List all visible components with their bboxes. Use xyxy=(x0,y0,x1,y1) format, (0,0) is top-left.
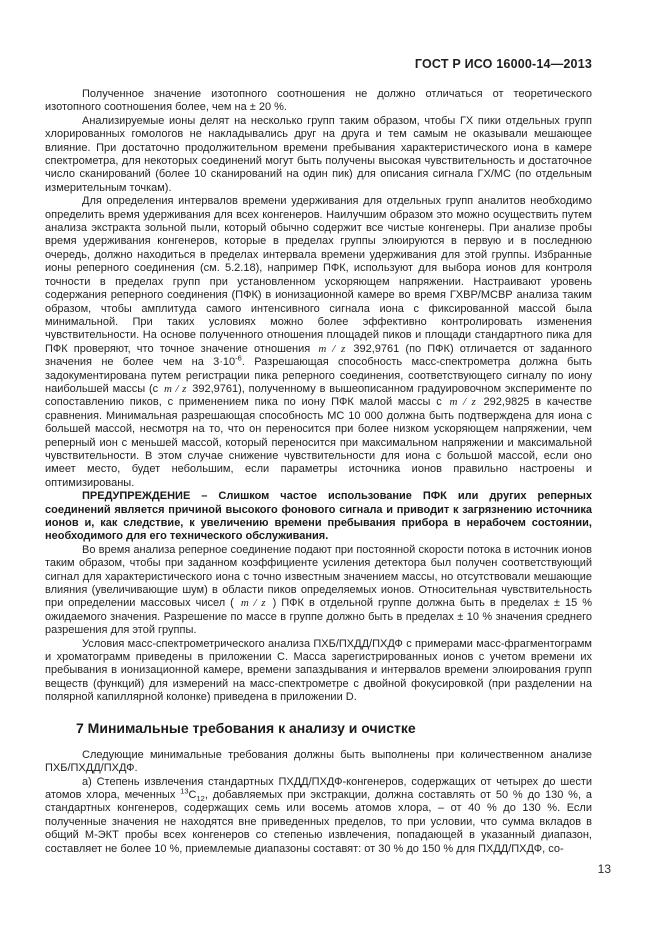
warning-paragraph: ПРЕДУПРЕЖДЕНИЕ – Слишком частое использование ПФК или других реперных соединений является причиной высокого фонового сигнала и приводит к загрязнению источника ионов и, как следствие, к увеличению времени пребывания прибора в нерабочем состоянии, необходимого для его технического обслуживания. xyxy=(45,490,592,543)
formula-mz: m / z xyxy=(449,396,476,409)
paragraph-analysis-conditions: Условия масс-спектрометрического анализа ПХБ/ПХДД/ПХДФ с примерами масс-фрагментограмм и хроматограмм приведены в приложении C. Масса зарегистрированных ионов с учетом времени их пребывания в ионизационной камере, времени запаздывания и интервалов времени элюирования групп веществ (функций) для измерений на масс-спектрометре с двойной фокусировкой (при разделении на полярной капиллярной колонке) приведена в приложении D. xyxy=(45,637,592,704)
paragraph-isotope-ratio: Полученное значение изотопного соотношения не должно отличаться от теоретического изотопного соотношения более, чем на ± 20 %. xyxy=(45,88,592,114)
formula-mz: m / z xyxy=(318,342,346,355)
paragraph-min-requirements: Следующие минимальные требования должны быть выполнены при количественном анализе ПХБ/ПХДД/ПХДФ. xyxy=(45,748,592,775)
page-number: 13 xyxy=(597,862,611,876)
formula-mz: m / z xyxy=(164,382,187,395)
paragraph-retention-times: Для определения интервалов времени удерживания для отдельных групп аналитов необходимо определить время удерживания для всех конгенеров. Наилучшим образом это можно осуществить путем анализа экстракта зольной пыли, который обычно содержит все чистые конгенеры. При анализе пробы время удерживания конгенеров, которые в пределах группы элюируются в первую и в последнюю очередь, должно находиться в пределах интервала времени удерживания для этой группы. Избранные ионы реперного соединения (см. 5.2.18), например ПФК, используют для выбора ионов для контроля точности в пределах групп при установленном ускоряющем напряжении. Настраивают уровень содержания реперного соединения (ПФК) в ионизационной камере во время ГХВР/МСВР анализа таким образом, чтобы амплитуда самого интенсивного сигнала иона с фиксированной массой была минимальной. При таких условиях можно более эффективно контролировать изменения чувствительности. На основе полученного отношения площадей пиков и площади стандартного пика для ПФК проверяют, что точное значение отношения m / z 392,9761 (по ПФК) отличается от заданного значения не более чем на $3\cdot 10^{-6}$. Разрешающая способность масс-спектрометра должна быть задокументирована путем регистрации пика реперного соединения, соответствующего сигналу по иону наибольшей массы (с m / z 392,9761), полученному в вышеописанном градуировочном эксперименте по сопоставлению пиков, с применением пика по иону ПФК малой массы с m / z 292,9825 в качестве сравнения. Минимальная разрешающая способность МС 10 000 должна быть подтверждена для иона с большей массой, несмотря на то, что он переносится при более низком ускоряющем напряжении, чем реперный ион с меньшей массой, который переносится при максимальном напряжении и максимальной чувствительности. В этом случае снижение чувствительности для иона с большой массой, если оно имеет место, будет небольшим, если параметры источника ионов правильно настроены и оптимизированы. xyxy=(45,195,593,489)
section-7-heading: 7 Минимальные требования к анализу и очистке xyxy=(76,719,416,736)
paragraph-ion-groups: Анализируемые ионы делят на несколько групп таким образом, чтобы ГХ пики отдельных групп хлорированных гомологов не накладывались друг на друга и тем самым не оказывали мешающее влияние. При достаточно продолжительном времени пребывания характеристического иона в камере спектрометра, для некоторых соединений могут быть получены высокая чувствительность и достаточное число сканирований (более 10 сканирований на один пик) для описания сигнала ГХ/МС (по отдельным измерительным точкам). xyxy=(45,114,592,194)
paragraph-recovery-rates: а) Степень извлечения стандартных ПХДД/ПХДФ-конгенеров, содержащих от четырех до шести атомов хлора, меченных $^{13}C_{12}$, добавляемых при экстракции, должна составлять от 50 % до 130 %, а стандартных конгенеров, содержащих семь или восемь атомов хлора, – от 40 % до 130 %. Если полученные значения не находятся вне приведенных пределов, то при условии, что сумма вкладов в общий М-ЭКТ пробы всех конгенеров со степенью извлечения, попадающей в указанный диапазон, составляет не более 10 %, приемлемые диапазоны составят: от 30 % до 150 % для ПХДД/ПХДФ, со- xyxy=(45,775,592,855)
formula-mz: m / z xyxy=(240,597,266,610)
paragraph-lock-mass: Во время анализа реперное соединение подают при постоянной скорости потока в источник ионов таким образом, чтобы при заданном коэффициенте усиления детектора был получен соответствующий сигнал для характеристического иона с точно известным значением массы, но отсутствовали мешающие влияния (увеличивающие шум) в области пиков определяемых ионов. Относительная чувствительность при определении массовых чисел ( m / z ) ПФК в отдельной группе должна быть в пределах ± 15 % ожидаемого значения. Разрешение по массе в группе должно быть в пределах ± 10 % значения среднего разрешения для этой группы. xyxy=(45,543,593,637)
document-standard-header: ГОСТ Р ИСО 16000-14—2013 xyxy=(414,57,592,71)
document-body xyxy=(45,88,592,856)
